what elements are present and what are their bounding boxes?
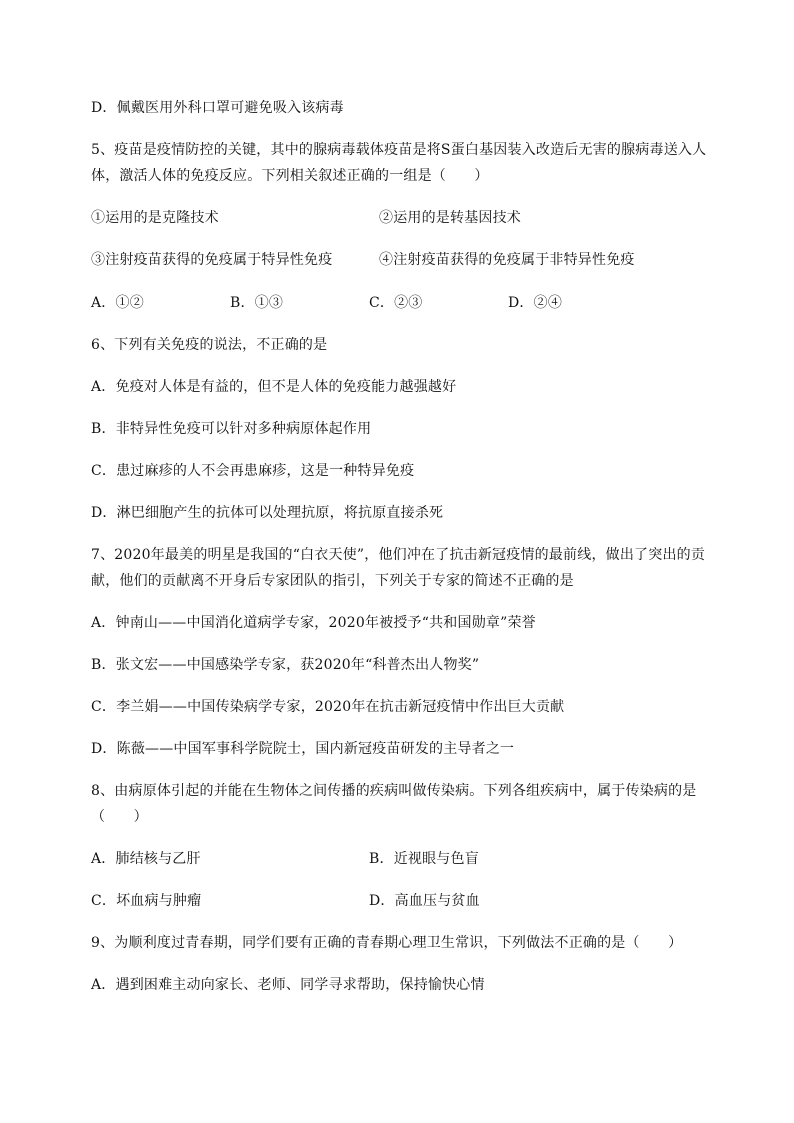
- q5-statement-3: ③注射疫苗获得的免疫属于特异性免疫: [91, 252, 333, 268]
- q5-statement-2: ②运用的是转基因技术: [379, 210, 521, 226]
- q8-option-a: A．肺结核与乙肝: [91, 851, 201, 867]
- q5-option-a: A．①②: [91, 295, 144, 311]
- q7-stem-line2: 献，他们的贡献离不开身后专家团队的指引，下列关于专家的简述不正确的是: [91, 573, 574, 589]
- q5-option-b: B．①③: [230, 295, 284, 311]
- q5-stem-line2: 体，激活人体的免疫反应。下列相关叙述正确的一组是（ ）: [91, 168, 489, 184]
- q6-option-b: B．非特异性免疫可以针对多种病原体起作用: [91, 421, 372, 437]
- q7-option-d: D．陈薇——中国军事科学院院士，国内新冠疫苗研发的主导者之一: [91, 741, 515, 757]
- q7-stem-line1: 7、2020年最美的明星是我国的“白衣天使”，他们冲在了抗击新冠疫情的最前线，做出了突出的贡: [91, 547, 706, 563]
- q5-option-d: D．②④: [508, 295, 563, 311]
- q9-stem: 9、为顺利度过青春期，同学们要有正确的青春期心理卫生常识，下列做法不正确的是（ ）: [91, 935, 683, 951]
- q5-statement-1: ①运用的是克隆技术: [91, 210, 219, 226]
- q8-stem-line1: 8、由病原体引起的并能在生物体之间传播的疾病叫做传染病。下列各组疾病中，属于传染病的是: [91, 783, 697, 799]
- q8-option-c: C．坏血病与肿瘤: [91, 893, 202, 909]
- q5-statement-4: ④注射疫苗获得的免疫属于非特异性免疫: [379, 252, 635, 268]
- q7-option-b: B．张文宏——中国感染学专家，获2020年“科普杰出人物奖”: [91, 657, 480, 673]
- q8-option-b: B．近视眼与色盲: [369, 851, 479, 867]
- q5-stem-line1: 5、疫苗是疫情防控的关键，其中的腺病毒载体疫苗是将S蛋白基因装入改造后无害的腺病毒送入人: [91, 142, 707, 158]
- q6-option-a: A．免疫对人体是有益的，但不是人体的免疫能力越强越好: [91, 379, 457, 395]
- q7-option-c: C．李兰娟——中国传染病学专家，2020年在抗击新冠疫情中作出巨大贡献: [91, 699, 565, 715]
- q8-option-d: D．高血压与贫血: [369, 893, 480, 909]
- q8-stem-line2: （ ）: [91, 809, 148, 825]
- q9-option-a: A．遇到困难主动向家长、老师、同学寻求帮助，保持愉快心情: [91, 977, 485, 993]
- q6-option-c: C．患过麻疹的人不会再患麻疹，这是一种特异免疫: [91, 463, 415, 479]
- q6-stem: 6、下列有关免疫的说法，不正确的是: [91, 337, 328, 353]
- q5-option-c: C．②③: [369, 295, 423, 311]
- q7-option-a: A．钟南山——中国消化道病学专家，2020年被授予“共和国勋章”荣誉: [91, 615, 536, 631]
- q4-option-d: D．佩戴医用外科口罩可避免吸入该病毒: [91, 100, 344, 116]
- q6-option-d: D．淋巴细胞产生的抗体可以处理抗原，将抗原直接杀死: [91, 505, 444, 521]
